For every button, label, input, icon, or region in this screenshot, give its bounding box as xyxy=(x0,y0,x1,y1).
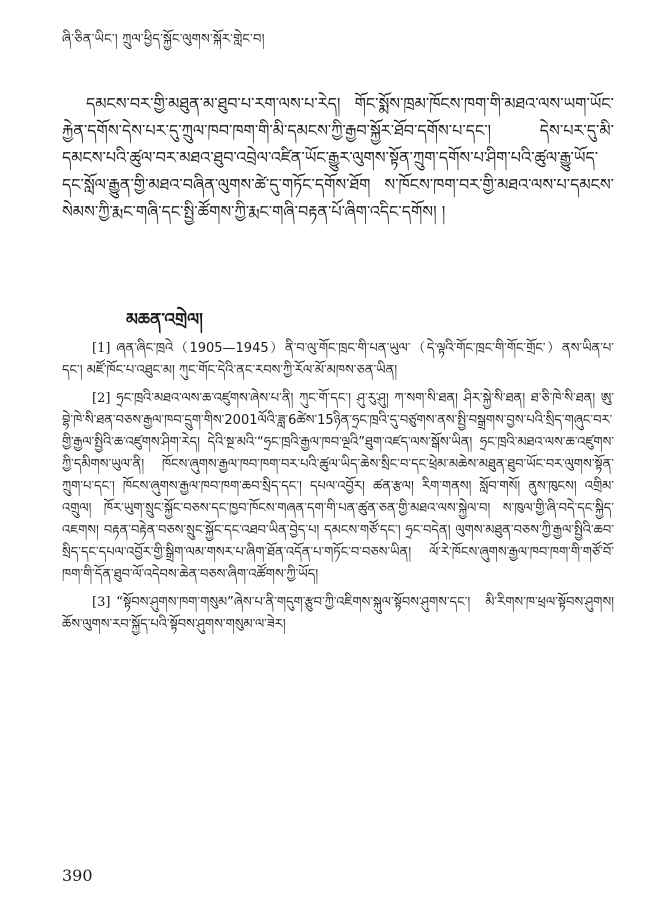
note-text: ཧྲང་ཁྲའི་མཐའ་ལས་ཆ་འཛུགས་ཞེས་པ་ནི། ཀུང་གོ་དང་། ཤུ་རུ་ཤུ། ཀ་སག་སི་ཐན། ཤིར་སྐྱེ་སི་ཐན། ཐ་ཅི་ཁེ་སི་ཐན། ཨུ་བྷེ་ཁེ་སི་ཐན་བཅས་རྒྱལ་ཁབ་དྲུག་གིས་2001ལོའི་ཟླ་6ཚེས་15ཉིན་ཧྲང་ཁྲའི་དུ་བཙུགས་ནས་སྤྱི་བསྒྲགས་བྱས་པའི་སྲིད་གཞུང་བར་གྱི་རྒྱལ་སྤྱིའི་ཆ་འཛུགས་ཤིག་རེད། དེའི་སྔ་མའི་“ཧྲང་ཁྲའི་རྒྱལ་ཁབ་ལྔའི”ཐུག་འཛད་ལས་སྒོས་ཡིན། ཧྲང་ཁྲའི་མཐའ་ལས་ཆ་འཛུགས་ཀྱི་དམིགས་ཡུལ་ནི། ཁོངས་ཞུགས་རྒྱལ་ཁབ་ཁག་བར་པའི་ཚུལ་ཡིད་ཆེས་སྲིང་བ་དང་ཕྲེམ་མཆེས་མཐུན་ཐུབ་ཡོང་བར་ལུགས་སྟོན་ཀྲུག་པ་དང་། ཁོངས་ཞུགས་རྒྱལ་ཁབ་ཁག་ཆབ་སྲིད་དང་། དཔལ་འབྱོར། ཚན་རྩལ། རིག་གནས། སློབ་གསོ། ནུས་ཁུངས། འགྲིམ་འགྲུལ། ཁོར་ཡུག་སྲུང་སྐྱོང་བཅས་དང་ཁྱབ་ཁོངས་གཞན་དག་གི་པན་ཚུན་ཅན་གྱི་མཐའ་ལས་སྐྱེལ་བ། ས་ཁུལ་གྱི་ཞི་བདེ་དང་སྐྱིད་འཇགས། བརྟན་བརྟེན་བཅས་སྲུང་སྐྱོང་དང་འཐབ་ཡིན་བྱེད་པ། དམངས་གཙོ་དང་། ཧྲང་བདེན། ལུགས་མཐུན་བཅས་ཀྱི་རྒྱལ་སྤྱིའི་ཆབ་སྲིད་དང་དཔལ་འབྱོར་གྱི་སྒྲིག་ལམ་གསར་པ་ཞིག་ཐོན་འདོན་པ་གཏོང་བ་བཅས་ཡིན། ལོ་རེ་ཁོངས་ཞུགས་རྒྱལ་ཁབ་ཁག་གི་གཙོ་བོ་ཁག་གི་དོན་ཐུབ་ལོ་འདེབས་ཆེན་བཅས་ཞིག་འཚོགས་ཀྱི་ཡོད། xyxy=(62,391,614,582)
note-number: [3] xyxy=(92,595,111,610)
note-item xyxy=(62,388,614,586)
note-text: ཞན་ཞིང་ཁྲའེ（1905—1945）ནི་བ་ལུ་གོང་ཁྲང་གི་པན་ཡུལ་（དེ་ལྟའི་གོང་ཁྲང་གི་གོང་གྲོང་）ནས་ཡིན་པ་དང་། མཛོ་ཁོང་པ་འཐུང་མ། ཀུང་གོང་དེའི་ནང་རབས་ཀྱི་རོལ་མོ་མཁས་ཅན་ཡིན། xyxy=(62,341,614,378)
note-number: [2] xyxy=(92,391,111,406)
running-head: ཞི་ཅིན་ཡིང་། ཀྲུལ་ཕྱིད་སྐྱོང་ལུགས་སྐོར་གླེང་བ། xyxy=(62,32,265,47)
note-text: “སྟོབས་ཤུགས་ཁག་གསུམ”ཞེས་པ་ནི་གདུག་རྩུབ་ཀྱི་འཇིགས་སྐུལ་སྟོབས་ཤུགས་དང་། མི་རིགས་ཁ་ཕྲལ་སྟོབས་ཤུགས། ཆོས་ལུགས་རབ་སྐྱོད་པའི་སྟོབས་ཤུགས་གསུམ་ལ་ཟེར། xyxy=(62,595,614,632)
notes-heading: མཆན་འགྲེལ། xyxy=(126,310,203,330)
body-paragraph: དམངས་བར་གྱི་མཐུན་མ་ཐུབ་པ་རག་ལས་པ་རེད། གོང་སྨོས་ཁྲམ་ཁོངས་ཁག་གི་མཐའ་ལས་ཡག་ཡོང་རྐྱེན་དགོས་དེས་པར་དུ་ཀྲུལ་ཁབ་ཁག་གི་མི་དམངས་ཀྱི་རྒྱབ་སྐྱོར་ཐོབ་དགོས་པ་དང་། དེས་པར་དུ་མི་དམངས་པའི་ཚུལ་བར་མཐའ་ཐུབ་འབྲེལ་འཛིན་ཡོང་རྒྱུར་ལུགས་སྟོན་ཀྲུག་དགོས་པ་ཤིག་པའི་ཚུལ་རྒྱུ་ཡོད་དང་སློལ་རྒྱུན་གྱི་མཐའ་བཞིན་ལུགས་ཚེ་དུ་གཏོང་དགོས་ཐོག ས་ཁོངས་ཁག་བར་གྱི་མཐའ་ལས་པ་དམངས་སེམས་ཀྱི་རྨང་གཞི་དང་སྤྱི་ཚོགས་ཀྱི་རྨང་གཞི་བརྟན་པོ་ཞིག་འདིང་དགོས། ། xyxy=(62,94,614,221)
page-number: 390 xyxy=(62,866,93,885)
note-number: [1] xyxy=(92,341,111,356)
notes-list xyxy=(62,338,614,642)
note-item xyxy=(62,338,614,382)
note-item xyxy=(62,592,614,636)
